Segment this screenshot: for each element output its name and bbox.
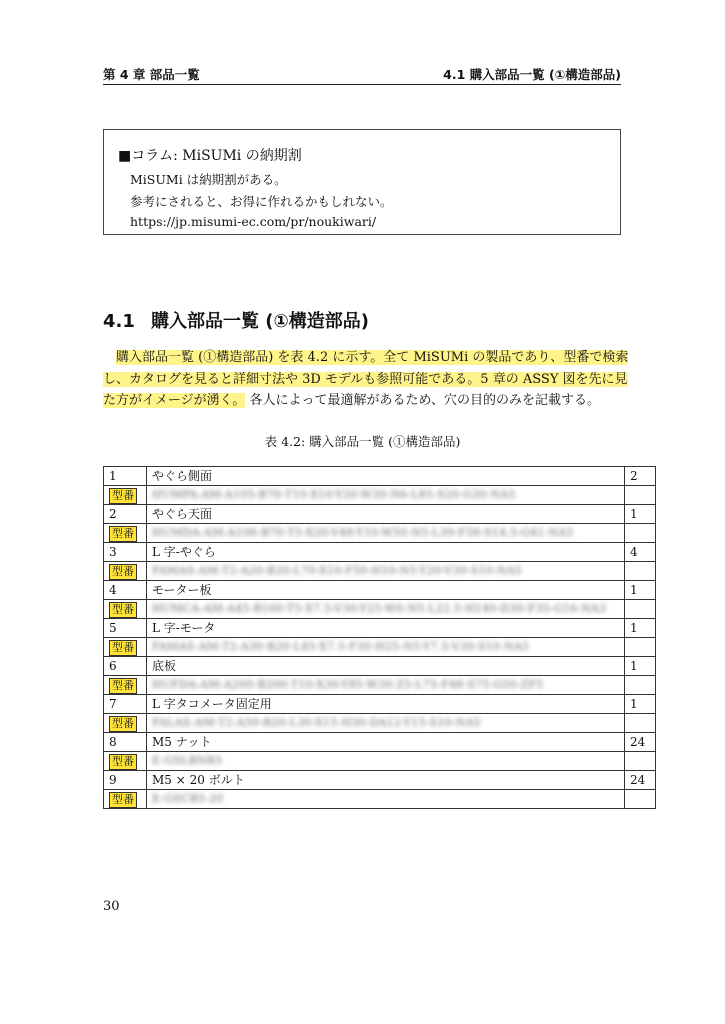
part-number: 8 bbox=[104, 733, 147, 752]
part-name: L 字-モータ bbox=[147, 619, 625, 638]
column-title: ■コラム: MiSUMi の納期割 bbox=[118, 148, 302, 164]
table-row-model bbox=[104, 562, 656, 581]
model-label-badge: 型番 bbox=[109, 754, 137, 770]
empty-cell bbox=[625, 752, 656, 771]
part-number: 9 bbox=[104, 771, 147, 790]
model-label-badge: 型番 bbox=[109, 488, 137, 504]
table-row bbox=[104, 543, 656, 562]
part-name: M5 ナット bbox=[147, 733, 625, 752]
model-label-badge: 型番 bbox=[109, 678, 137, 694]
section-number: 4.1 bbox=[103, 311, 135, 332]
paragraph-line bbox=[103, 368, 628, 387]
model-number: E-GSCB5-20 bbox=[147, 790, 625, 809]
part-quantity: 24 bbox=[625, 771, 656, 790]
table-row bbox=[104, 657, 656, 676]
empty-cell bbox=[625, 676, 656, 695]
highlighted-text: た方がイメージが湧く。 bbox=[103, 393, 246, 408]
section-heading bbox=[103, 307, 369, 333]
table-row-model bbox=[104, 638, 656, 657]
part-quantity: 24 bbox=[625, 733, 656, 752]
model-number: HUMCA-AM-A45-B160-T5-X7.5-V30-Y25-W0-N5-L22.5-H140-D30-F35-G16-NA3 bbox=[147, 600, 625, 619]
table-row-model bbox=[104, 524, 656, 543]
part-quantity: 1 bbox=[625, 581, 656, 600]
empty-cell bbox=[625, 600, 656, 619]
model-label-badge: 型番 bbox=[109, 526, 137, 542]
paragraph-line bbox=[103, 389, 623, 408]
part-number: 6 bbox=[104, 657, 147, 676]
empty-cell bbox=[625, 714, 656, 733]
part-name: M5 × 20 ボルト bbox=[147, 771, 625, 790]
part-name: やぐら天面 bbox=[147, 505, 625, 524]
model-number: HUFDA-AM-A200-B200-T10-X30-Y85-W30-Z5-L75-F48-S75-G50-ZF5 bbox=[147, 676, 625, 695]
empty-cell bbox=[625, 562, 656, 581]
part-number: 5 bbox=[104, 619, 147, 638]
header-section: 4.1 購入部品一覧 (①構造部品) bbox=[443, 67, 621, 82]
model-number: HUMDA-AM-A106-B70-T5-X20-V48-Y10-W50-N5-L39-F58-S14.5-G41-NA5 bbox=[147, 524, 625, 543]
column-box bbox=[103, 129, 621, 235]
part-name: L 字タコメータ固定用 bbox=[147, 695, 625, 714]
part-number: 7 bbox=[104, 695, 147, 714]
model-label-badge: 型番 bbox=[109, 792, 137, 808]
table-row-model bbox=[104, 676, 656, 695]
part-number: 4 bbox=[104, 581, 147, 600]
table-row bbox=[104, 581, 656, 600]
paragraph-line bbox=[103, 346, 636, 365]
table-row-model bbox=[104, 486, 656, 505]
highlighted-text: 購入部品一覧 (①構造部品) を表 4.2 に示す。全て MiSUMi の製品であり、型番で検索 bbox=[116, 350, 629, 365]
model-number: FAMAS-AM-T2-A20-B20-L70-X10-F50-H10-N5-Y20-V30-S10-NA5 bbox=[147, 562, 625, 581]
model-label-badge: 型番 bbox=[109, 716, 137, 732]
empty-cell bbox=[625, 638, 656, 657]
table-row bbox=[104, 619, 656, 638]
part-number: 3 bbox=[104, 543, 147, 562]
part-quantity: 2 bbox=[625, 467, 656, 486]
highlighted-text: し、カタログを見ると詳細寸法や 3D モデルも参照可能である。5 章の ASSY 図を先に見 bbox=[103, 372, 628, 387]
model-number: FALAS-AM-T2-A50-B20-L30-X15-H30-DA12-Y15-S10-NA5 bbox=[147, 714, 625, 733]
model-label-badge: 型番 bbox=[109, 602, 137, 618]
column-url: https://jp.misumi-ec.com/pr/noukiwari/ bbox=[130, 214, 377, 229]
model-label-badge: 型番 bbox=[109, 564, 137, 580]
table-row-model bbox=[104, 752, 656, 771]
column-line: MiSUMi は納期割がある。 bbox=[130, 172, 287, 187]
header-chapter: 第 4 章 部品一覧 bbox=[103, 67, 200, 82]
model-number: FAMAS-AM-T2-A30-B20-L45-X7.5-F30-H25-N5-Y7.5-V30-S10-NA5 bbox=[147, 638, 625, 657]
part-number: 1 bbox=[104, 467, 147, 486]
empty-cell bbox=[625, 524, 656, 543]
empty-cell bbox=[625, 486, 656, 505]
paragraph-text: 各人によって最適解があるため、穴の目的のみを記載する。 bbox=[249, 393, 600, 408]
table-row bbox=[104, 505, 656, 524]
parts-table bbox=[103, 466, 656, 809]
part-name: 底板 bbox=[147, 657, 625, 676]
table-row bbox=[104, 467, 656, 486]
part-name: モーター板 bbox=[147, 581, 625, 600]
part-name: L 字-やぐら bbox=[147, 543, 625, 562]
column-line: 参考にされると、お得に作れるかもしれない。 bbox=[130, 194, 393, 209]
section-title: 購入部品一覧 (①構造部品) bbox=[151, 311, 369, 332]
table-caption: 表 4.2: 購入部品一覧 (①構造部品) bbox=[264, 434, 461, 449]
part-quantity: 1 bbox=[625, 657, 656, 676]
table-row bbox=[104, 733, 656, 752]
model-number: E-GSLBNR5 bbox=[147, 752, 625, 771]
table-row bbox=[104, 771, 656, 790]
part-quantity: 4 bbox=[625, 543, 656, 562]
part-quantity: 1 bbox=[625, 695, 656, 714]
part-name: やぐら側面 bbox=[147, 467, 625, 486]
table-row-model bbox=[104, 790, 656, 809]
running-header bbox=[103, 64, 621, 85]
part-quantity: 1 bbox=[625, 505, 656, 524]
table-row-model bbox=[104, 600, 656, 619]
empty-cell bbox=[625, 790, 656, 809]
table-row-model bbox=[104, 714, 656, 733]
table-row bbox=[104, 695, 656, 714]
model-label-badge: 型番 bbox=[109, 640, 137, 656]
part-number: 2 bbox=[104, 505, 147, 524]
page-number: 30 bbox=[103, 899, 120, 914]
part-quantity: 1 bbox=[625, 619, 656, 638]
model-number: HUMPA-AM-A105-B70-T10-X10-Y20-W30-N6-L85-S20-G30-NA5 bbox=[147, 486, 625, 505]
